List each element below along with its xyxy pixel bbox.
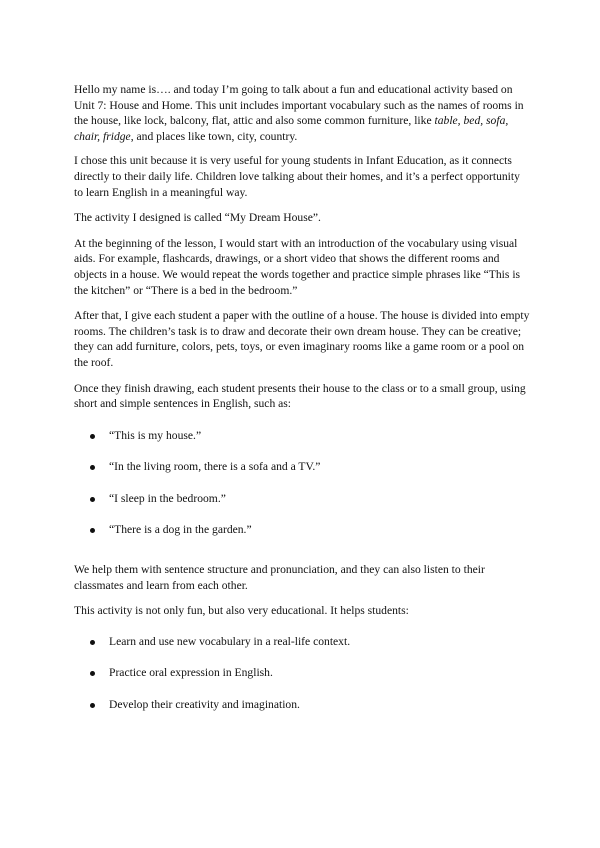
list-item (74, 428, 530, 444)
list-item-text: Practice oral expression in English. (109, 666, 273, 680)
list-item-text: “There is a dog in the garden.” (109, 523, 252, 537)
bullet-icon (90, 703, 95, 708)
intro-text: Hello my name is…. and today I’m going to talk about a fun and educational activity based on Unit 7: House and Home. This unit includes important vocabulary such as the names of rooms in the house, like lock, balcony, flat, attic and also some common furniture, like (74, 83, 524, 128)
bullet-icon (90, 434, 95, 439)
paragraph-benefits-intro: This activity is not only fun, but also very educational. It helps students: (74, 604, 409, 618)
list-item (74, 459, 530, 475)
bullet-icon (90, 528, 95, 533)
paragraph-drawing-task: After that, I give each student a paper with the outline of a house. The house is divided into empty rooms. The children’s task is to draw and decorate their own dream house. They can be creative; they can add furniture, colors, pets, toys, or even imaginary rooms like a game room or a pool on the roof. (74, 309, 530, 369)
list-item-text: “I sleep in the bedroom.” (109, 491, 226, 505)
list-item (74, 665, 530, 681)
bullet-icon (90, 497, 95, 502)
list-item-text: Develop their creativity and imagination. (109, 698, 300, 712)
paragraph-presentation: Once they finish drawing, each student presents their house to the class or to a small group, using short and simple sentences in English, such as: (74, 381, 526, 411)
paragraph-reason: I chose this unit because it is very useful for young students in Infant Education, as it connects directly to their daily life. Children love talking about their homes, and it’s a perfect opportunity to learn English in a meaningful way. (74, 154, 520, 199)
paragraph-intro (74, 82, 530, 144)
paragraph-activity-name: The activity I designed is called “My Dream House”. (74, 211, 321, 225)
vocab-fridge: fridge (103, 129, 131, 143)
bullet-icon (90, 671, 95, 676)
bullet-icon (90, 465, 95, 470)
list-item-text: “This is my house.” (109, 428, 202, 442)
list-item (74, 697, 530, 713)
list-item-text: “In the living room, there is a sofa and a TV.” (109, 460, 321, 474)
intro-text-end: , and places like town, city, country. (130, 129, 298, 143)
paragraph-support: We help them with sentence structure and pronunciation, and they can also listen to their classmates and learn from each other. (74, 563, 485, 592)
benefits-list (74, 634, 530, 713)
list-item-text: Learn and use new vocabulary in a real-life context. (109, 634, 351, 648)
bullet-icon (90, 640, 95, 645)
vocab-sofa: sofa, (486, 114, 509, 128)
list-item (74, 491, 530, 507)
list-item (74, 522, 530, 538)
vocab-chair: chair, (74, 129, 101, 143)
list-item (74, 634, 530, 650)
vocab-table: table, (434, 114, 461, 128)
paragraph-lesson-start: At the beginning of the lesson, I would start with an introduction of the vocabulary using visual aids. For example, flashcards, drawings, or a short video that shows the different rooms and objects in a house. We would repeat the words together and practice simple phrases like “This is the kitchen” or “There is a bed in the bedroom.” (74, 236, 521, 297)
vocab-bed: bed, (463, 114, 484, 128)
example-sentences-list (74, 428, 530, 538)
